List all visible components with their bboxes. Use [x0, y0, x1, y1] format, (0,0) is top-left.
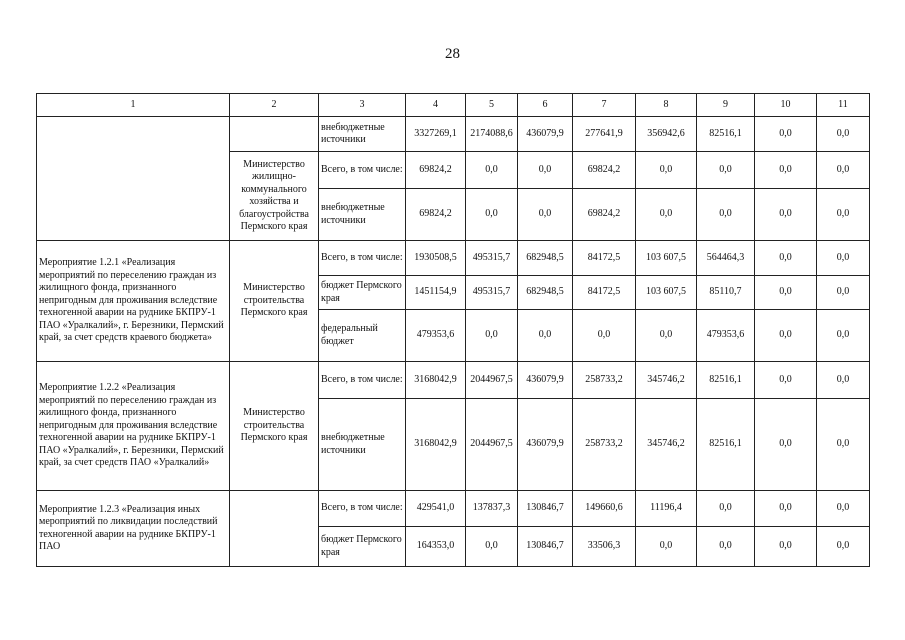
value-cell: 0,0: [697, 189, 755, 241]
value-cell: 0,0: [817, 117, 870, 152]
value-cell: 103 607,5: [636, 276, 697, 310]
value-cell: 0,0: [817, 399, 870, 491]
value-cell: 0,0: [466, 527, 518, 567]
value-cell: 2174088,6: [466, 117, 518, 152]
value-cell: 137837,3: [466, 491, 518, 527]
header-cell: 2: [230, 94, 319, 117]
value-cell: 0,0: [518, 310, 573, 362]
value-cell: 0,0: [755, 527, 817, 567]
value-cell: 0,0: [817, 241, 870, 276]
value-cell: 436079,9: [518, 362, 573, 399]
value-cell: 130846,7: [518, 527, 573, 567]
value-cell: 3327269,1: [406, 117, 466, 152]
value-cell: 130846,7: [518, 491, 573, 527]
value-cell: 0,0: [817, 310, 870, 362]
page-number: 28: [445, 46, 460, 62]
value-cell: 0,0: [755, 491, 817, 527]
value-cell: 0,0: [697, 152, 755, 189]
value-cell: 436079,9: [518, 117, 573, 152]
value-cell: 0,0: [636, 189, 697, 241]
value-cell: 495315,7: [466, 276, 518, 310]
value-cell: 2044967,5: [466, 362, 518, 399]
value-cell: 436079,9: [518, 399, 573, 491]
value-cell: 164353,0: [406, 527, 466, 567]
value-cell: 69824,2: [406, 152, 466, 189]
value-cell: 84172,5: [573, 241, 636, 276]
funding-source-cell: федеральный бюджет: [319, 310, 406, 362]
value-cell: 82516,1: [697, 362, 755, 399]
funding-source-cell: внебюджетные источники: [319, 189, 406, 241]
value-cell: 479353,6: [406, 310, 466, 362]
header-cell: 3: [319, 94, 406, 117]
value-cell: 356942,6: [636, 117, 697, 152]
value-cell: 0,0: [755, 362, 817, 399]
header-cell: 6: [518, 94, 573, 117]
value-cell: 682948,5: [518, 241, 573, 276]
value-cell: 1930508,5: [406, 241, 466, 276]
value-cell: 0,0: [573, 310, 636, 362]
value-cell: 345746,2: [636, 399, 697, 491]
value-cell: 149660,6: [573, 491, 636, 527]
value-cell: 82516,1: [697, 117, 755, 152]
value-cell: 0,0: [755, 276, 817, 310]
value-cell: 0,0: [636, 527, 697, 567]
value-cell: 258733,2: [573, 362, 636, 399]
value-cell: 0,0: [817, 276, 870, 310]
value-cell: 3168042,9: [406, 399, 466, 491]
header-cell: 8: [636, 94, 697, 117]
value-cell: 258733,2: [573, 399, 636, 491]
value-cell: 33506,3: [573, 527, 636, 567]
value-cell: 69824,2: [573, 189, 636, 241]
funding-source-cell: Всего, в том числе:: [319, 241, 406, 276]
value-cell: 0,0: [518, 189, 573, 241]
table-body: [37, 117, 870, 567]
value-cell: 0,0: [755, 310, 817, 362]
funding-source-cell: Всего, в том числе:: [319, 152, 406, 189]
value-cell: 277641,9: [573, 117, 636, 152]
value-cell: 0,0: [466, 189, 518, 241]
value-cell: 11196,4: [636, 491, 697, 527]
table-row: [37, 117, 870, 152]
value-cell: 0,0: [636, 310, 697, 362]
value-cell: 479353,6: [697, 310, 755, 362]
value-cell: 0,0: [518, 152, 573, 189]
value-cell: 345746,2: [636, 362, 697, 399]
header-cell: 4: [406, 94, 466, 117]
value-cell: 0,0: [755, 152, 817, 189]
value-cell: 85110,7: [697, 276, 755, 310]
organization-cell: Министерство жилищно-коммунального хозяйства и благоустройства Пермского края: [230, 152, 319, 241]
header-row: [37, 94, 870, 117]
header-cell: 7: [573, 94, 636, 117]
value-cell: 2044967,5: [466, 399, 518, 491]
value-cell: 0,0: [466, 310, 518, 362]
organization-cell: Министерство строительства Пермского края: [230, 241, 319, 362]
value-cell: 1451154,9: [406, 276, 466, 310]
measure-name-cell: [37, 117, 230, 241]
value-cell: 69824,2: [573, 152, 636, 189]
value-cell: 0,0: [817, 152, 870, 189]
value-cell: 0,0: [697, 491, 755, 527]
value-cell: 0,0: [817, 189, 870, 241]
measure-name-cell: Мероприятие 1.2.1 «Реализация мероприятий по переселению граждан из жилищного фонда, признанного непригодным для проживания вследствие техногенной аварии на руднике БКПРУ-1 ПАО «Уралкалий», г. Березники, Пермский край, за счет средств краевого бюджета»: [37, 241, 230, 362]
organization-cell: [230, 491, 319, 567]
funding-source-cell: Всего, в том числе:: [319, 491, 406, 527]
value-cell: 0,0: [636, 152, 697, 189]
header-cell: 11: [817, 94, 870, 117]
value-cell: 0,0: [697, 527, 755, 567]
funding-source-cell: бюджет Пермского края: [319, 527, 406, 567]
value-cell: 0,0: [755, 117, 817, 152]
value-cell: 82516,1: [697, 399, 755, 491]
header-cell: 1: [37, 94, 230, 117]
header-cell: 9: [697, 94, 755, 117]
value-cell: 0,0: [817, 491, 870, 527]
measure-name-cell: Мероприятие 1.2.3 «Реализация иных мероприятий по ликвидации последствий техногенной аварии на руднике БКПРУ-1 ПАО: [37, 491, 230, 567]
table-row: [37, 491, 870, 527]
value-cell: 0,0: [817, 362, 870, 399]
value-cell: 682948,5: [518, 276, 573, 310]
budget-table: [36, 93, 870, 567]
value-cell: 429541,0: [406, 491, 466, 527]
funding-source-cell: внебюджетные источники: [319, 117, 406, 152]
table-row: [37, 362, 870, 399]
value-cell: 495315,7: [466, 241, 518, 276]
funding-source-cell: внебюджетные источники: [319, 399, 406, 491]
header-cell: 5: [466, 94, 518, 117]
funding-source-cell: Всего, в том числе:: [319, 362, 406, 399]
funding-source-cell: бюджет Пермского края: [319, 276, 406, 310]
value-cell: 564464,3: [697, 241, 755, 276]
value-cell: 0,0: [755, 241, 817, 276]
organization-cell: Министерство строительства Пермского края: [230, 362, 319, 491]
value-cell: 0,0: [755, 399, 817, 491]
value-cell: 0,0: [466, 152, 518, 189]
value-cell: 3168042,9: [406, 362, 466, 399]
header-cell: 10: [755, 94, 817, 117]
value-cell: 0,0: [755, 189, 817, 241]
measure-name-cell: Мероприятие 1.2.2 «Реализация мероприятий по переселению граждан из жилищного фонда, признанного непригодным для проживания вследствие техногенной аварии на руднике БКПРУ-1 ПАО «Уралкалий», г. Березники, Пермский край, за счет средств ПАО «Уралкалий»: [37, 362, 230, 491]
value-cell: 103 607,5: [636, 241, 697, 276]
value-cell: 0,0: [817, 527, 870, 567]
value-cell: 69824,2: [406, 189, 466, 241]
organization-cell: [230, 117, 319, 152]
table-row: [37, 241, 870, 276]
value-cell: 84172,5: [573, 276, 636, 310]
